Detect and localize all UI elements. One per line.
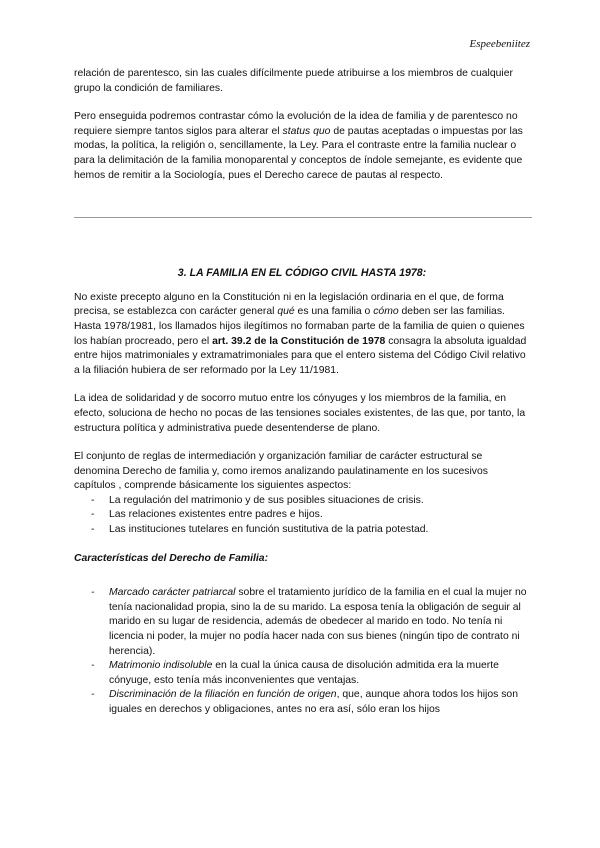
- page-header-author: Espeebeniitez: [469, 38, 530, 50]
- text-run: es una familia o: [294, 306, 374, 318]
- emphasis-status-quo: status quo: [282, 125, 331, 137]
- emphasis-term: Discriminación de la filiación en función de origen: [109, 689, 337, 701]
- emphasis-term: Marcado carácter patriarcal: [109, 587, 236, 599]
- intro-paragraph-1: relación de parentesco, sin las cuales difícilmente puede atribuirse a los miembros de cualquier grupo la condición de familiares.: [74, 68, 513, 94]
- section-paragraph-4: El conjunto de reglas de intermediación y organización familiar de carácter estructural se denomina Derecho de familia y, como iremos analizando paulatinamente en los sucesivos capítulos , comprende básicamente los siguientes aspectos:: [74, 451, 488, 492]
- text-run: sobre el tratamiento jurídico de la familia en el cual la mujer no tenía nacionalidad propia, sino la de su marido. La esposa tenía la obligación de seguir al marido en su lugar de residencia, además de obedecer al marido en todo. No tenía ni licencia ni poder, la mujer no podía hacer nada con sus bienes (ningún tipo de contrato ni herencia).: [109, 587, 527, 657]
- text-run: Pero enseguida podremos contrastar cómo la evolución de la idea de familia y de parentesco no requiere siempre tantos siglos para alterar el: [74, 111, 518, 137]
- list-item: - Las relaciones existentes entre padres e hijos.: [74, 508, 530, 523]
- text-run: en la cual la única causa de disolución admitida era la muerte cónyuge, esto tenía más inconvenientes que ventajas.: [109, 660, 499, 686]
- section-paragraph-1: [74, 291, 530, 320]
- text-run: No existe precepto alguno en la Constitución ni en la legislación ordinaria en el que, de forma precisa, se establezca con carácter general: [74, 291, 504, 318]
- bold-article-reference: art. 39.2 de la Constitución de 1978: [212, 335, 386, 347]
- characteristics-list: [74, 586, 530, 717]
- emphasis-como: cómo: [373, 306, 399, 318]
- section-paragraph-3: La idea de solidaridad y de socorro mutuo entre los cónyuges y los miembros de la familia, en efecto, soluciona de hecho no pocas de las tensiones sociales existentes, de las que, por tanto, la estructura política y administrativa puede desentenderse de plano.: [74, 393, 526, 434]
- characteristics-heading: Características del Derecho de Familia:: [74, 552, 269, 564]
- section-title: 3. LA FAMILIA EN EL CÓDIGO CIVIL HASTA 1978:: [177, 267, 427, 280]
- list-item: - Las instituciones tutelares en función sustitutiva de la patria potestad.: [74, 523, 530, 538]
- document-page: [74, 67, 530, 718]
- text-run: deben ser las familias.: [398, 306, 505, 318]
- text-run: de pautas aceptadas o impuestas por las modas, la política, la religión o, sencillamente, la Ley. Para el contraste entre la familia nuclear o para la delimitación de la familia monoparental y conceptos de índole semejante, es evidente que hemos de remitir a la Sociología, pues el Derecho carece de pautas al respecto.: [74, 125, 523, 181]
- section-divider: [74, 217, 532, 218]
- aspects-list: [74, 494, 530, 538]
- list-item: - La regulación del matrimonio y de sus posibles situaciones de crisis.: [74, 494, 530, 509]
- list-item: [74, 586, 530, 659]
- section-paragraph-2: [74, 320, 530, 378]
- text-run: consagra la absoluta igualdad entre hijos matrimoniales y extramatrimoniales para que el entero sistema del Código Civil relativo a la filiación hubiera de ser reformado por la Ley 11/1981.: [74, 335, 527, 376]
- intro-paragraph-2: [74, 110, 530, 183]
- emphasis-que: qué: [277, 306, 295, 318]
- list-item: [74, 688, 530, 717]
- emphasis-term: Matrimonio indisoluble: [109, 660, 213, 672]
- text-run: , que, aunque ahora todos los hijos son iguales en derechos y obligaciones, antes no era así, sólo eran los hijos: [109, 689, 518, 715]
- list-item: [74, 659, 530, 688]
- text-run: Hasta 1978/1981, los llamados hijos ilegítimos no formaban parte de la familia de quien o quienes los habían procreado, pero el: [74, 320, 525, 347]
